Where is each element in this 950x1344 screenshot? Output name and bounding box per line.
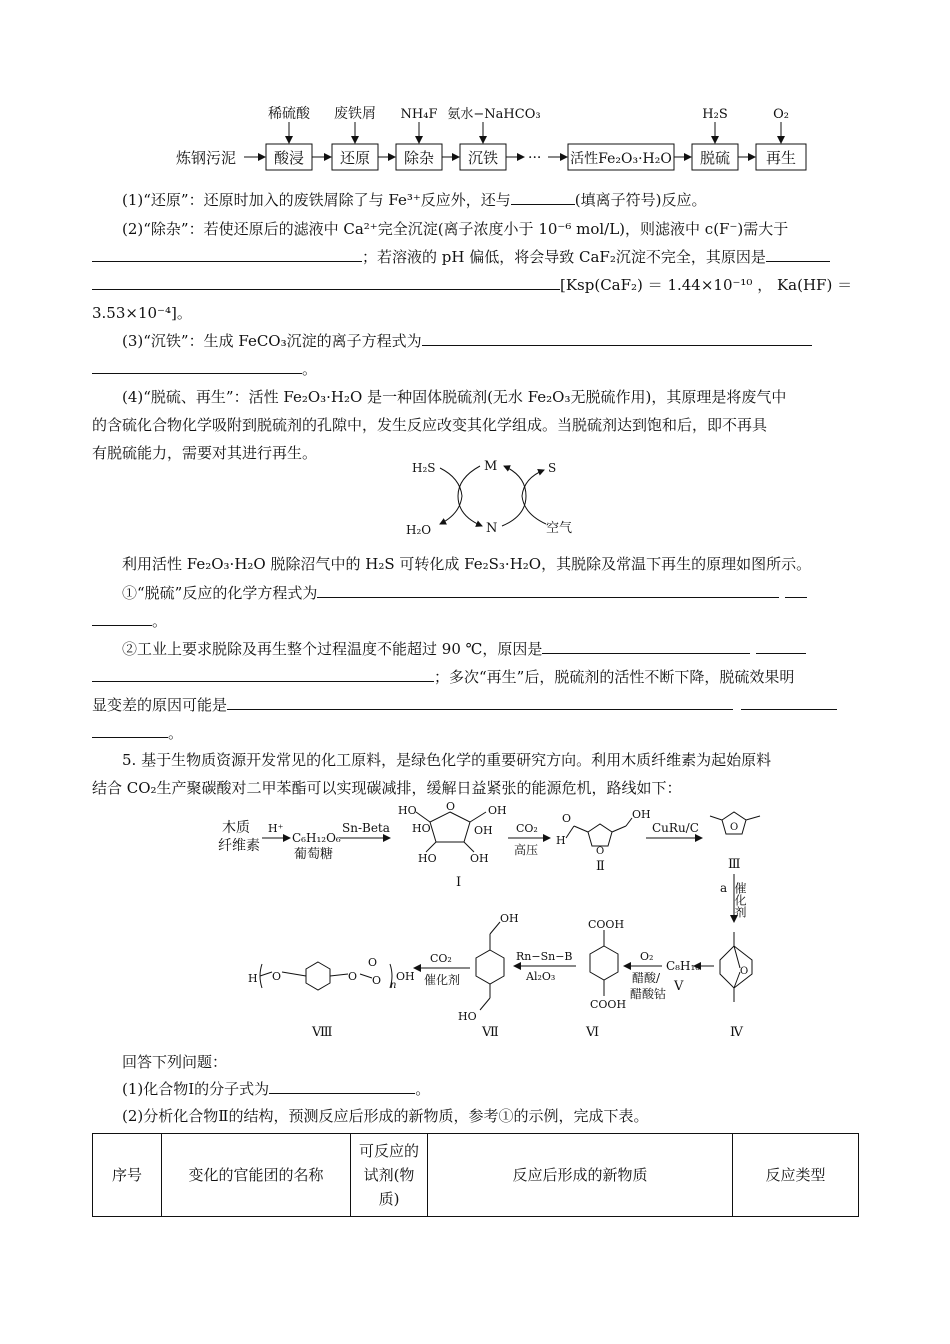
q3-blank-1[interactable] — [422, 327, 812, 346]
c2-h: H — [556, 834, 566, 847]
q2-line-1: (2)“除杂”：若使还原后的滤液中 Ca²⁺完全沉淀(离子浓度小于 10⁻⁶ mol/L)，则滤液中 c(F⁻)需大于 — [122, 220, 789, 238]
cycle-h2s: H₂S — [412, 461, 436, 475]
q2-blank-3[interactable] — [92, 271, 560, 290]
q5-line-2: 结合 CO₂生产聚碳酸对二甲苯酯可以实现碳减排，缓解日益紧张的能源危机，路线如下： — [92, 779, 682, 797]
q4-line-6: ②工业上要求脱除及再生整个过程温度不能超过 90 ℃，原因是 — [122, 635, 858, 663]
reagent-rnsnb: Rn−Sn−B — [516, 950, 573, 963]
c8-n: n — [390, 980, 397, 991]
flow-step-reduce: 还原 — [339, 149, 371, 167]
q4-blank-2[interactable] — [92, 607, 152, 626]
reagent-nh4f: NH₄F — [400, 107, 438, 122]
reagent-h2so4: 稀硫酸 — [268, 106, 310, 122]
c2-o-carbonyl: O — [562, 812, 572, 825]
flow-step-regen: 再生 — [765, 149, 797, 167]
q2-line-2: ；若溶液的 pH 偏低，将会导致 CaF₂沉淀不完全，其原因是 — [92, 243, 858, 271]
q4-blank-5[interactable] — [227, 691, 733, 710]
c6-cooh-top: COOH — [588, 918, 625, 931]
c3-o: O — [730, 822, 739, 833]
c1-o: O — [446, 800, 456, 813]
flow-ellipsis: ··· — [528, 150, 542, 166]
c6-cooh-bottom: COOH — [590, 998, 627, 1011]
cobalt-acetate: 醋酸钴 — [630, 987, 667, 1001]
th-new-substance: 反应后形成的新物质 — [428, 1134, 733, 1217]
q1-line: (1)“还原”：还原时加入的废铁屑除了与 Fe³⁺反应外，还与 (填离子符号)反应。 — [122, 186, 858, 214]
q4-blank-3[interactable] — [542, 635, 750, 654]
c1-ho-2: HO — [412, 822, 431, 835]
reagent-o2: O₂ — [640, 950, 654, 963]
th-reagent: 可反应的 试剂(物 质) — [351, 1134, 428, 1217]
q5-a1-blank[interactable] — [269, 1075, 415, 1094]
q4-line-2: 的含硫化合物化学吸附到脱硫剂的孔隙中，发生反应改变其化学组成。当脱硫剂达到饱和后，即不再具 — [92, 416, 768, 434]
q2-line-4: 3.53×10⁻⁴]。 — [92, 304, 192, 322]
reagent-hplus: H⁺ — [268, 822, 284, 835]
label-5: Ⅴ — [674, 979, 684, 994]
q5-a1: (1)化合物Ⅰ的分子式为 。 — [122, 1075, 858, 1103]
process-flow-diagram — [170, 104, 820, 176]
c8-o-2: O — [348, 970, 358, 983]
label-6: Ⅵ — [586, 1025, 600, 1040]
cycle-s: S — [548, 461, 557, 475]
label-1: Ⅰ — [456, 875, 462, 890]
th-functional-group: 变化的官能团的名称 — [162, 1134, 351, 1217]
th-reaction-type: 反应类型 — [733, 1134, 859, 1217]
q4-blank-4[interactable] — [92, 663, 434, 682]
label-4: Ⅳ — [730, 1025, 743, 1040]
c7-oh: OH — [500, 912, 519, 925]
high-pressure: 高压 — [514, 843, 539, 857]
flow-start: 炼钢污泥 — [176, 149, 237, 167]
reagent-curu: CuRu/C — [652, 821, 699, 835]
synthesis-route-scheme — [200, 798, 800, 1048]
catalyst-a: a — [720, 881, 728, 895]
c4-o: O — [740, 966, 749, 977]
q4-blank-6[interactable] — [92, 719, 168, 738]
compound-2-structure — [566, 818, 632, 846]
c1-oh-1: OH — [488, 804, 507, 817]
reagent-co2-b: CO₂ — [430, 952, 452, 965]
q3-line-2: 。 — [92, 355, 858, 383]
compound-7-structure — [476, 922, 504, 1010]
reagent-h2s: H₂S — [702, 107, 728, 122]
c8-oh: OH — [396, 970, 415, 983]
cycle-m: M — [484, 459, 498, 474]
q4-line-9: 。 — [92, 719, 858, 747]
q4-blank-1[interactable] — [317, 579, 779, 598]
reagent-scrap-iron: 废铁屑 — [334, 106, 376, 122]
reagent-o2: O₂ — [773, 107, 789, 122]
q2-blank-2[interactable] — [766, 243, 830, 262]
flow-step-iron: 沉铁 — [467, 149, 499, 167]
cellulose: 纤维素 — [218, 838, 260, 854]
c8-h: H — [248, 972, 258, 985]
compound-6-structure — [590, 930, 618, 996]
acetic-acid: 醋酸/ — [632, 971, 661, 985]
q4-line-1: (4)“脱硫、再生”：活性 Fe₂O₃·H₂O 是一种固体脱硫剂(无水 Fe₂O₃无脱硫作用)，其原理是将废气中 — [122, 388, 787, 406]
q4-blank-1b[interactable] — [785, 579, 807, 598]
glucose-formula: C₆H₁₂O₆ — [292, 831, 341, 845]
q4-line-4: 利用活性 Fe₂O₃·H₂O 脱除沼气中的 H₂S 可转化成 Fe₂S₃·H₂O，其脱除及常温下再生的原理如图所示。 — [122, 555, 812, 573]
c2-o-ring: O — [596, 846, 605, 857]
q4-blank-3b[interactable] — [756, 635, 806, 654]
c1-oh-2: OH — [474, 824, 493, 837]
q5-a2: (2)分析化合物Ⅱ的结构，预测反应后形成的新物质，参考①的示例，完成下表。 — [122, 1107, 649, 1125]
c1-ho-3: HO — [418, 852, 437, 865]
c1-ho-1: HO — [398, 804, 417, 817]
c2-oh: OH — [632, 808, 651, 821]
desulfurization-cycle-diagram — [400, 456, 590, 542]
cycle-n: N — [486, 521, 498, 536]
q1-blank[interactable] — [511, 186, 575, 205]
reagent-ammonia: 氨水−NaHCO₃ — [447, 107, 541, 122]
q4-blank-5b[interactable] — [741, 691, 837, 710]
wood: 木质 — [222, 820, 250, 836]
flow-step-acid-leach: 酸浸 — [273, 149, 305, 167]
cycle-air: 空气 — [546, 521, 573, 536]
flow-step-desulf: 脱硫 — [699, 149, 731, 167]
c8-o-3: O — [368, 956, 378, 969]
c8-o-4: O — [372, 974, 382, 987]
q4-line-3: 有脱硫能力，需要对其进行再生。 — [92, 444, 318, 462]
q2-line-3: [Ksp(CaF₂) ＝ 1.44×10⁻¹⁰ ， Ka(HF) ＝ — [92, 271, 858, 299]
answer-table — [92, 1133, 859, 1217]
reagent-snbeta: Sn-Beta — [342, 821, 390, 835]
q4-line-5: ①“脱硫”反应的化学方程式为 — [122, 579, 858, 607]
catalyst-vertical: 催化剂 — [733, 882, 747, 918]
q5-line-1: 5. 基于生物质资源开发常见的化工原料，是绿色化学的重要研究方向。利用木质纤维素为起始原料 — [122, 751, 772, 769]
compound-5-formula: C₈H₁₀ — [666, 959, 701, 973]
flow-step-active: 活性Fe₂O₃·H₂O — [570, 151, 672, 167]
c8-o-1: O — [272, 970, 282, 983]
c7-ho: HO — [458, 1010, 477, 1023]
q4-line-7: ；多次“再生”后，脱硫剂的活性不断下降，脱硫效果明 — [92, 663, 858, 691]
reagent-al2o3: Al₂O₃ — [526, 970, 556, 983]
q3-line: (3)“沉铁”：生成 FeCO₃沉淀的离子方程式为 — [122, 327, 858, 355]
q3-blank-2[interactable] — [92, 355, 302, 374]
label-8: Ⅷ — [312, 1025, 333, 1040]
reagent-co2: CO₂ — [516, 822, 538, 835]
q4-line-8: 显变差的原因可能是 — [92, 691, 858, 719]
flow-step-impurity: 除杂 — [403, 149, 435, 167]
th-index: 序号 — [93, 1134, 162, 1217]
cycle-h2o: H₂O — [406, 523, 432, 537]
label-7: Ⅶ — [482, 1025, 499, 1040]
q5-answer-intro: 回答下列问题： — [122, 1053, 228, 1071]
glucose: 葡萄糖 — [294, 847, 334, 862]
q4-line-5b: 。 — [92, 607, 858, 635]
catalyst-2: 催化剂 — [424, 973, 461, 987]
label-2: Ⅱ — [596, 859, 605, 874]
label-3: Ⅲ — [728, 857, 741, 872]
q2-blank-1[interactable] — [92, 243, 362, 262]
c1-oh-3: OH — [470, 852, 489, 865]
